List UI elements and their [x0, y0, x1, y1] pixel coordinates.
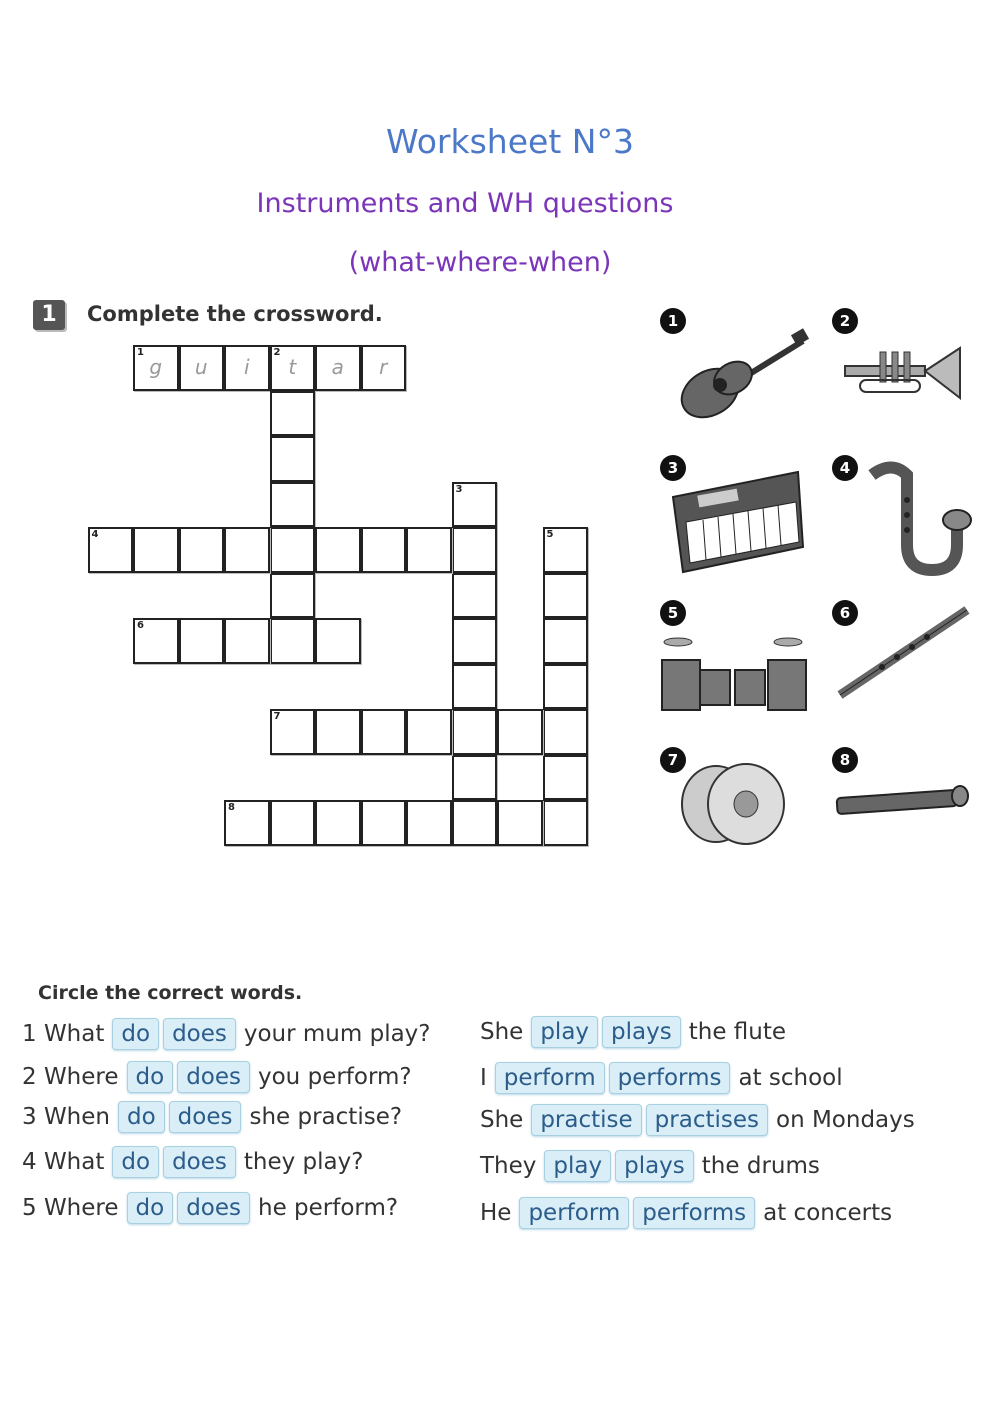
word-option[interactable]: do	[112, 1018, 159, 1050]
question-line	[22, 1018, 431, 1050]
instrument-1	[660, 308, 810, 428]
crossword-letter: g	[149, 355, 163, 379]
recorder-icon	[832, 782, 972, 832]
crossword-cell[interactable]	[270, 618, 316, 664]
word-option[interactable]: does	[163, 1146, 236, 1178]
answer-line	[480, 1062, 843, 1094]
word-option[interactable]: perform	[519, 1197, 629, 1229]
word-option[interactable]: does	[177, 1192, 250, 1224]
crossword-letter: r	[379, 355, 388, 379]
line-prefix: I	[480, 1065, 487, 1091]
circle-words-heading: Circle the correct words.	[38, 982, 303, 1004]
crossword-cell[interactable]	[224, 618, 270, 664]
guitar-icon	[675, 323, 810, 423]
section-heading: Complete the crossword.	[87, 302, 383, 326]
crossword-cell[interactable]	[179, 527, 225, 573]
word-option[interactable]: do	[118, 1101, 165, 1133]
crossword-cell[interactable]	[452, 573, 498, 619]
crossword-cell[interactable]	[406, 800, 452, 846]
line-prefix: She	[480, 1107, 524, 1133]
instrument-number: 8	[832, 747, 858, 773]
crossword-cell[interactable]	[543, 755, 589, 801]
line-suffix: at school	[738, 1065, 843, 1091]
clue-number: 6	[137, 620, 144, 631]
crossword-cell[interactable]	[406, 527, 452, 573]
crossword-cell[interactable]	[270, 573, 316, 619]
line-suffix: the drums	[701, 1153, 820, 1179]
crossword-cell[interactable]	[543, 618, 589, 664]
crossword-cell[interactable]	[315, 800, 361, 846]
crossword-cell[interactable]	[224, 527, 270, 573]
answer-line	[480, 1016, 786, 1048]
crossword-cell[interactable]	[224, 800, 270, 846]
line-suffix: the flute	[688, 1019, 787, 1045]
flute-icon	[832, 600, 972, 710]
worksheet-subtitle-2: (what-where-when)	[348, 247, 612, 278]
clue-number: 8	[228, 802, 235, 813]
crossword-cell[interactable]	[497, 709, 543, 755]
word-option[interactable]: perform	[495, 1062, 605, 1094]
saxophone-icon	[862, 460, 972, 580]
word-option[interactable]: performs	[633, 1197, 755, 1229]
crossword-cell[interactable]	[361, 527, 407, 573]
clue-number: 1	[137, 347, 144, 358]
clue-number: 5	[546, 529, 554, 540]
instrument-3	[660, 455, 810, 580]
crossword-cell[interactable]	[361, 800, 407, 846]
crossword-cell[interactable]	[224, 345, 270, 391]
instrument-number: 3	[660, 455, 686, 481]
answer-line	[480, 1104, 915, 1136]
crossword-cell[interactable]	[361, 709, 407, 755]
word-option[interactable]: plays	[615, 1150, 694, 1182]
clue-number: 4	[91, 529, 99, 540]
line-suffix: she practise?	[249, 1104, 403, 1130]
instrument-number: 4	[832, 455, 858, 481]
crossword-cell[interactable]	[452, 482, 498, 528]
crossword-letter: i	[243, 355, 250, 379]
line-prefix: 1 What	[22, 1021, 105, 1047]
crossword-cell[interactable]	[133, 618, 179, 664]
crossword-cell[interactable]	[361, 345, 407, 391]
crossword-cell[interactable]	[270, 800, 316, 846]
word-option[interactable]: plays	[602, 1016, 681, 1048]
crossword-cell[interactable]	[179, 345, 225, 391]
crossword-cell[interactable]	[452, 664, 498, 710]
clue-number: 2	[273, 347, 281, 358]
instrument-7	[660, 747, 810, 847]
crossword-cell[interactable]	[315, 527, 361, 573]
crossword-grid	[0, 0, 620, 860]
crossword-cell[interactable]	[406, 709, 452, 755]
answer-line	[480, 1197, 892, 1229]
line-suffix: at concerts	[763, 1200, 893, 1226]
instrument-8	[832, 747, 972, 847]
line-prefix: She	[480, 1019, 524, 1045]
line-prefix: 2 Where	[22, 1064, 119, 1090]
word-option[interactable]: play	[531, 1016, 598, 1048]
crossword-cell[interactable]	[452, 800, 498, 846]
crossword-cell[interactable]	[315, 345, 361, 391]
crossword-cell[interactable]	[543, 709, 589, 755]
line-prefix: He	[480, 1200, 512, 1226]
instrument-5	[660, 600, 810, 720]
line-suffix: they play?	[243, 1149, 364, 1175]
word-option[interactable]: do	[127, 1192, 174, 1224]
instrument-number: 2	[832, 308, 858, 334]
line-suffix: on Mondays	[776, 1107, 915, 1133]
instrument-number: 5	[660, 600, 686, 626]
crossword-cell[interactable]	[88, 527, 134, 573]
trumpet-icon	[840, 338, 965, 418]
crossword-cell[interactable]	[452, 527, 498, 573]
crossword-cell[interactable]	[270, 391, 316, 437]
crossword-cell[interactable]	[179, 618, 225, 664]
word-option[interactable]: does	[163, 1018, 236, 1050]
crossword-cell[interactable]	[315, 618, 361, 664]
question-line	[22, 1146, 363, 1178]
worksheet-subtitle: Instruments and WH questions	[256, 188, 674, 219]
crossword-cell[interactable]	[270, 436, 316, 482]
crossword-cell[interactable]	[270, 527, 316, 573]
crossword-cell[interactable]	[270, 709, 316, 755]
clue-number: 3	[455, 483, 463, 495]
instrument-number: 6	[832, 600, 858, 626]
crossword-cell[interactable]	[543, 664, 589, 710]
word-option[interactable]: practises	[646, 1104, 768, 1136]
section-number: 1	[33, 300, 65, 330]
instrument-2	[832, 308, 967, 418]
line-prefix: They	[480, 1153, 537, 1179]
word-option[interactable]: do	[112, 1146, 159, 1178]
instrument-4	[832, 455, 972, 580]
crossword-cell[interactable]	[270, 345, 316, 391]
drums-icon	[660, 630, 810, 715]
word-option[interactable]: practise	[531, 1104, 641, 1136]
instrument-number: 1	[660, 308, 686, 334]
instrument-6	[832, 600, 972, 720]
crossword-cell[interactable]	[133, 345, 179, 391]
question-line	[22, 1101, 402, 1133]
crossword-cell[interactable]	[543, 800, 589, 846]
worksheet-title: Worksheet N°3	[386, 122, 634, 161]
crossword-cell[interactable]	[315, 709, 361, 755]
answer-line	[480, 1150, 820, 1182]
word-option[interactable]: does	[169, 1101, 242, 1133]
crossword-cell[interactable]	[543, 527, 589, 573]
line-suffix: your mum play?	[243, 1021, 431, 1047]
question-line	[22, 1192, 398, 1224]
word-option[interactable]: performs	[609, 1062, 731, 1094]
crossword-cell[interactable]	[452, 755, 498, 801]
crossword-cell[interactable]	[270, 482, 316, 528]
clue-number: 7	[273, 711, 281, 722]
keyboard-icon	[668, 467, 808, 577]
line-prefix: 5 Where	[22, 1195, 119, 1221]
cymbals-icon	[678, 752, 798, 847]
crossword-cell[interactable]	[543, 573, 589, 619]
crossword-cell[interactable]	[133, 527, 179, 573]
word-option[interactable]: does	[177, 1061, 250, 1093]
crossword-cell[interactable]	[452, 618, 498, 664]
word-option[interactable]: play	[544, 1150, 611, 1182]
crossword-letter: u	[194, 355, 208, 379]
line-suffix: he perform?	[258, 1195, 399, 1221]
line-suffix: you perform?	[258, 1064, 412, 1090]
line-prefix: 3 When	[22, 1104, 110, 1130]
crossword-cell[interactable]	[452, 709, 498, 755]
instrument-number: 7	[660, 747, 686, 773]
crossword-letter: t	[288, 355, 297, 379]
crossword-letter: a	[331, 355, 344, 379]
crossword-cell[interactable]	[497, 800, 543, 846]
word-option[interactable]: do	[127, 1061, 174, 1093]
question-line	[22, 1061, 412, 1093]
line-prefix: 4 What	[22, 1149, 105, 1175]
